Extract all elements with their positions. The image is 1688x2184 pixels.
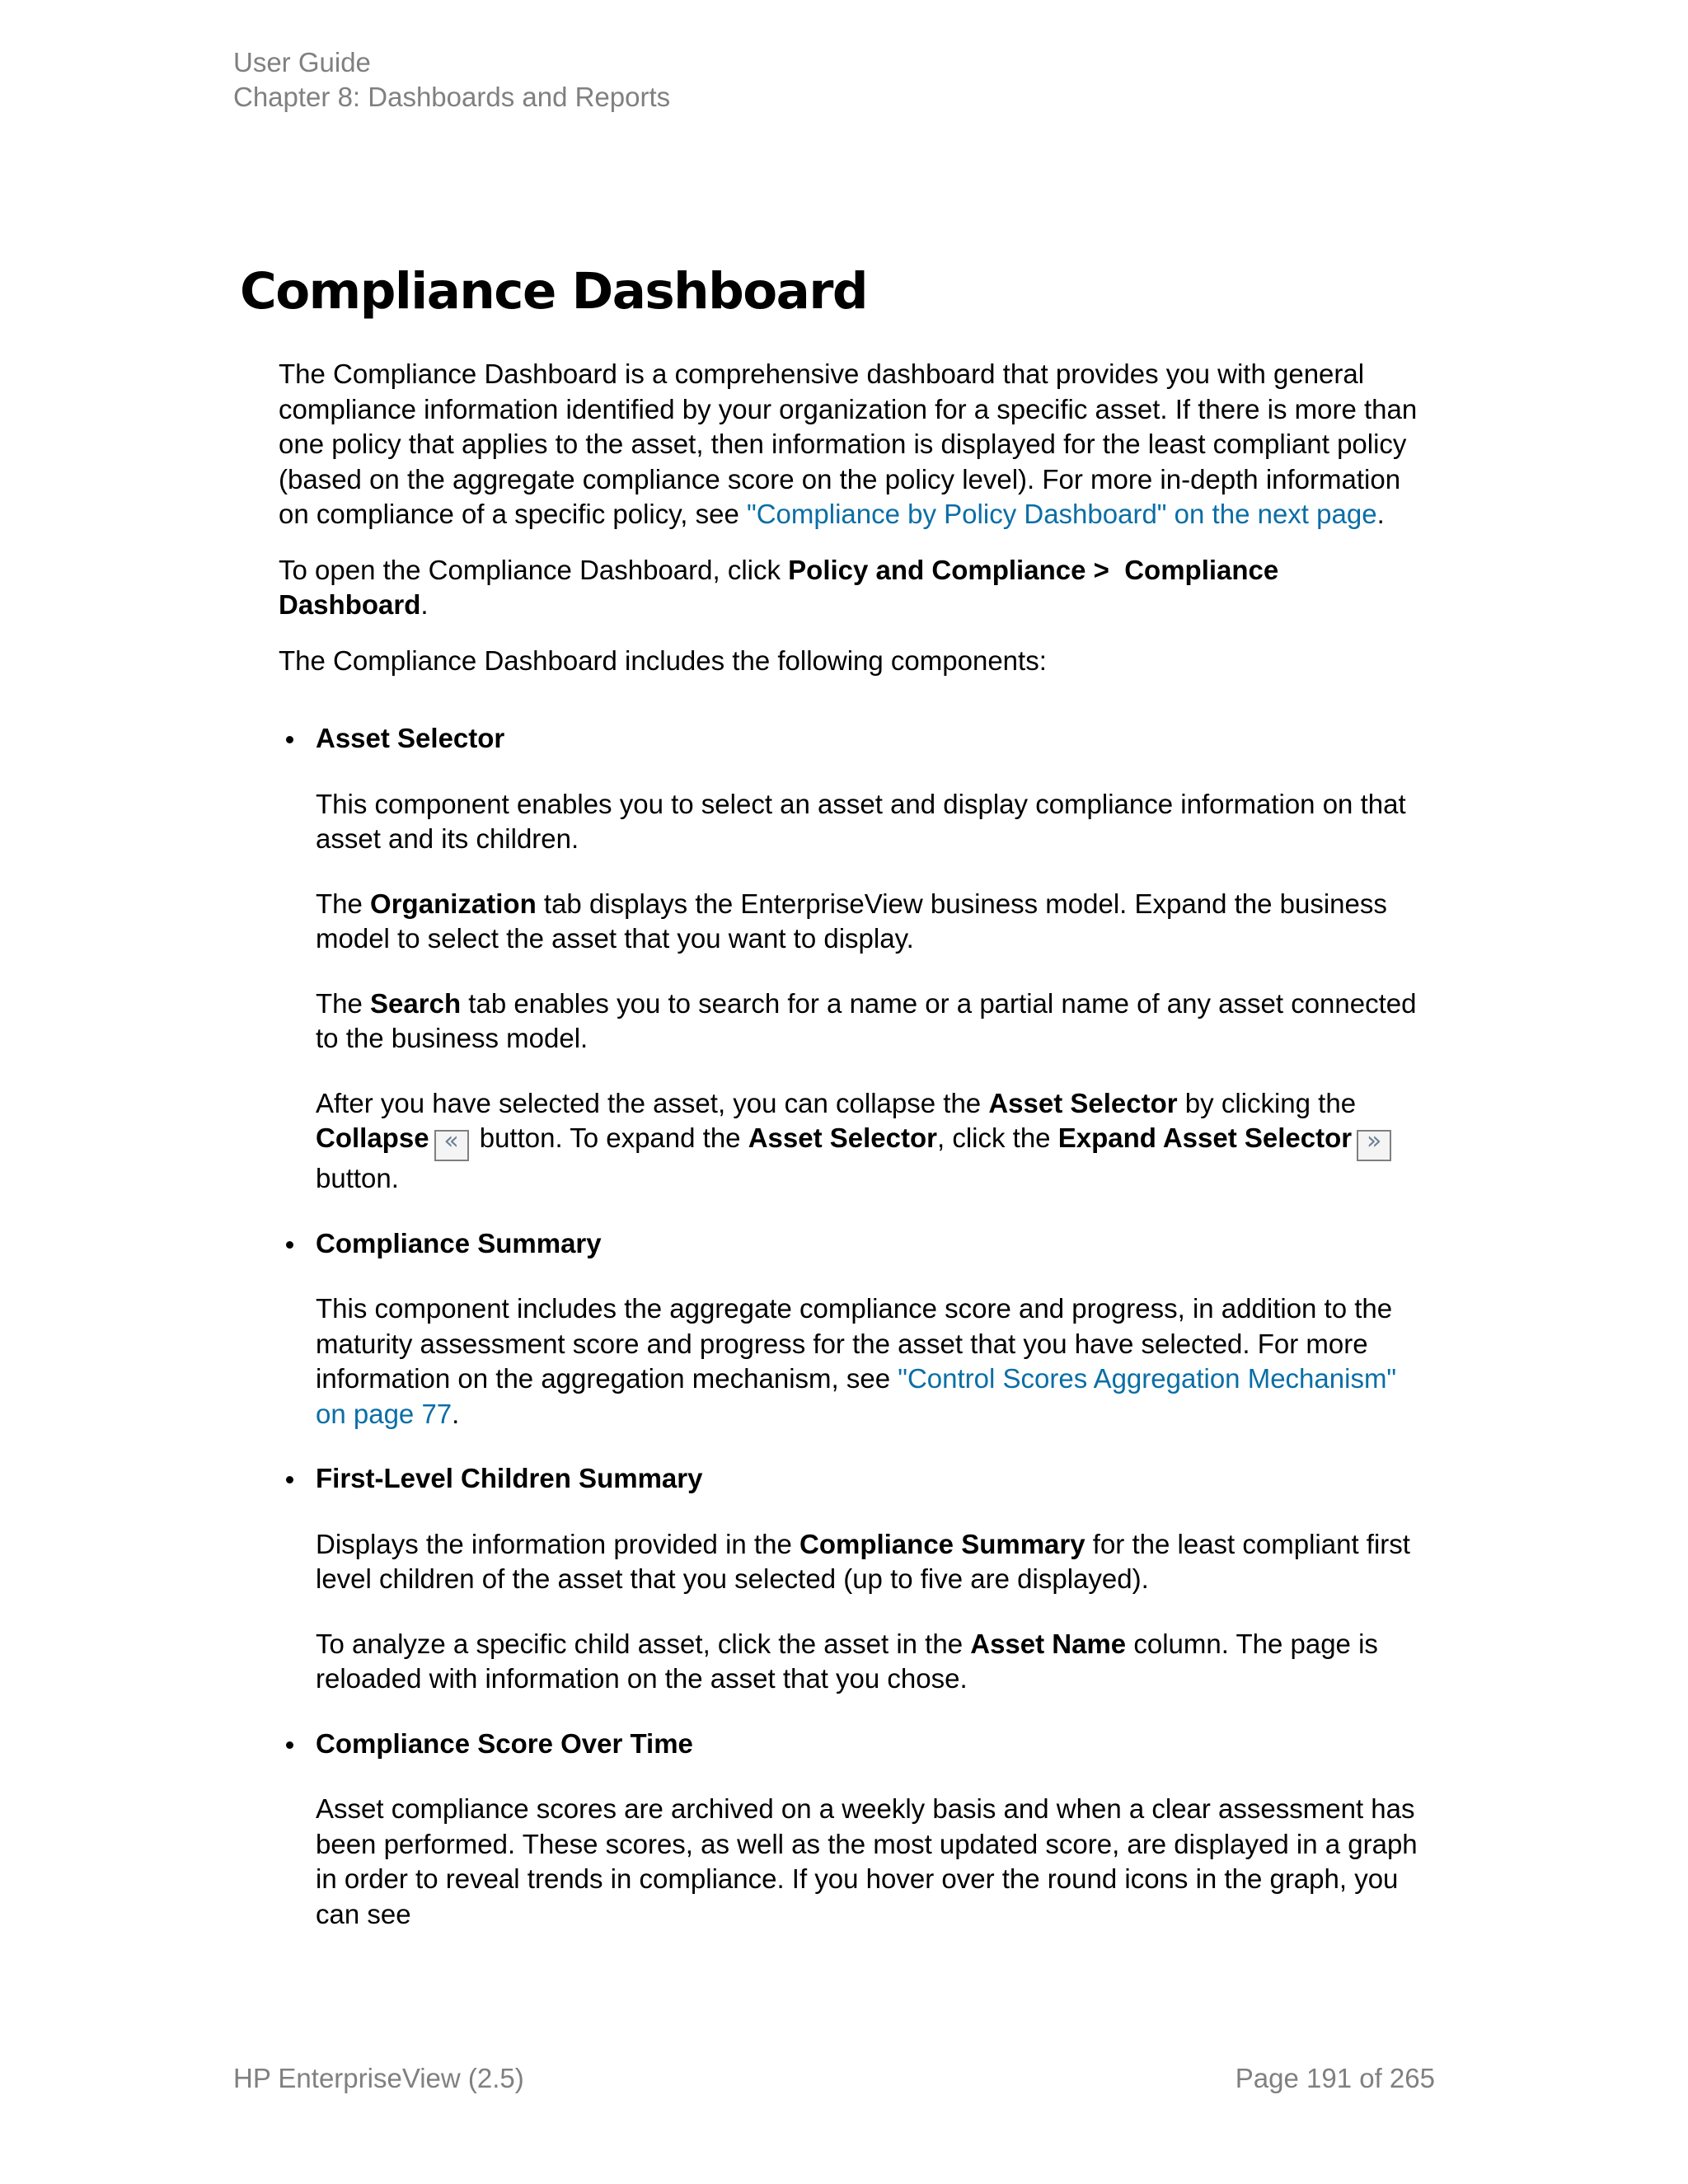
item-title: Compliance Summary [316, 1227, 602, 1258]
bullet-icon [286, 1241, 293, 1249]
components-list [279, 721, 1432, 1932]
page-header [233, 45, 670, 115]
intro-paragraph: The Compliance Dashboard is a comprehensive dashboard that provides you with general compliance information identified by your organization for a specific asset. If there is more than one policy that applies to the asset, then information is displayed for the least compliant policy (based on the aggregate compliance score on the policy level). For more in-depth information on compliance of a specific policy, see "Compliance by Policy Dashboard" on the next page. [279, 359, 1418, 529]
list-item-compliance-summary [279, 1226, 1432, 1432]
bullet-icon [286, 1741, 293, 1749]
compliance-by-policy-link[interactable]: "Compliance by Policy Dashboard" on the next page [747, 499, 1377, 529]
list-item-score-over-time [279, 1727, 1432, 1933]
item-paragraph: The Organization tab displays the EnterpriseView business model. Expand the business model to select the asset that you want to display. [316, 888, 1387, 954]
open-instructions: To open the Compliance Dashboard, click Policy and Compliance > Compliance Dashboard. [279, 554, 1279, 620]
item-paragraph: To analyze a specific child asset, click the asset in the Asset Name column. The page is reloaded with information on the asset that you chose. [316, 1628, 1378, 1694]
item-paragraph: After you have selected the asset, you can collapse the Asset Selector by clicking the Collapse « button. To expand the Asset Selector, click the Expand Asset Selector » button. [316, 1086, 1432, 1197]
item-paragraph: Displays the information provided in the Compliance Summary for the least compliant first level children of the asset that you selected (up to five are displayed). [316, 1528, 1410, 1594]
item-title: Compliance Score Over Time [316, 1727, 693, 1759]
item-title: Asset Selector [316, 723, 505, 753]
footer-product: HP EnterpriseView (2.5) [233, 2063, 524, 2093]
bullet-icon [286, 736, 293, 743]
item-title: First-Level Children Summary [316, 1463, 703, 1493]
header-guide: User Guide [233, 47, 371, 77]
bullet-icon [286, 1476, 293, 1483]
aggregation-mechanism-link[interactable]: "Control Scores Aggregation Mechanism" on page 77 [316, 1363, 1397, 1429]
footer-page-number: Page 191 of 265 [1235, 2063, 1435, 2093]
components-intro: The Compliance Dashboard includes the following components: [279, 644, 1047, 676]
main-content [279, 357, 1432, 1961]
item-paragraph: This component includes the aggregate compliance score and progress, in addition to the maturity assessment score and progress for the asset that you have selected. For more information on the aggregation mechanism, see "Control Scores Aggregation Mechanism" on page 77. [316, 1293, 1397, 1429]
list-item-asset-selector [279, 721, 1432, 1197]
list-item-first-level-children [279, 1461, 1432, 1697]
item-paragraph: The Search tab enables you to search for a name or a partial name of any asset connected to the business model. [316, 987, 1417, 1053]
item-paragraph: This component enables you to select an asset and display compliance information on that asset and its children. [316, 788, 1406, 854]
page-title: Compliance Dashboard [240, 262, 868, 321]
header-chapter: Chapter 8: Dashboards and Reports [233, 82, 671, 112]
expand-icon: » [1357, 1130, 1391, 1161]
collapse-icon: « [434, 1130, 469, 1161]
item-paragraph: Asset compliance scores are archived on a weekly basis and when a clear assessment has been performed. These scores, as well as the most updated score, are displayed in a graph in order to reveal trends in compliance. If you hover over the round icons in the graph, you can see [316, 1793, 1418, 1929]
